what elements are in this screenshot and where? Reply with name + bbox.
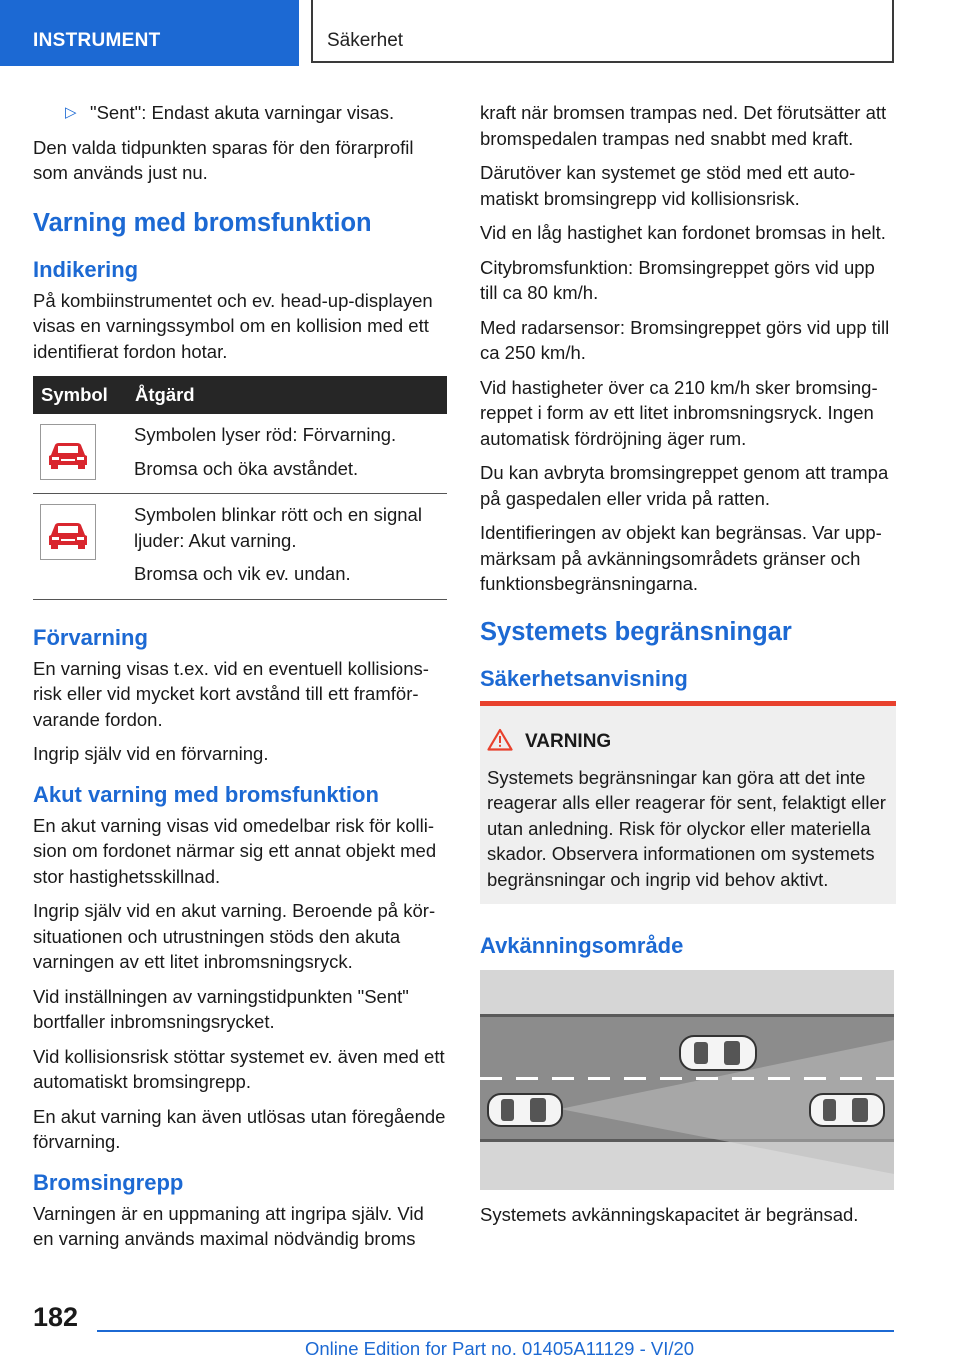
collision-warning-car-icon: [40, 504, 96, 560]
paragraph: Vid kollisionsrisk stöttar systemet ev. även med ett automatiskt bromsingrepp.: [33, 1045, 445, 1092]
paragraph: Vid en låg hastighet kan fordonet bromsas in helt.: [480, 222, 886, 243]
table-header-action: Åtgärd: [127, 376, 447, 414]
figure-caption: Systemets avkänningskapacitet är begränsad.: [480, 1204, 859, 1225]
heading-forvarning: Förvarning: [33, 624, 148, 650]
car-icon: [488, 1094, 562, 1126]
paragraph: Den valda tidpunkten sparas för den förarprofil som används just nu.: [33, 136, 414, 183]
action-text: Symbolen lyser röd: Förvarning.: [134, 424, 397, 445]
table-cell-symbol: [33, 414, 127, 494]
heading-systemets-begransningar: Systemets begränsningar: [480, 617, 792, 646]
heading-bromsingrepp: Bromsingrepp: [33, 1169, 184, 1195]
warning-triangle-icon: [487, 728, 525, 757]
warning-box: [480, 701, 896, 905]
warning-text: Systemets begränsningar kan göra att det inte reagerar alls eller reagerar för sent, felaktigt eller utan anledning. Risk för olyckor eller materiella skador. Observera informationen om systemets begränsningar och ingrip vid behov aktivt.: [487, 766, 886, 890]
paragraph: En akut varning kan även utlösas utan föregående förvarning.: [33, 1105, 446, 1152]
action-text: Bromsa och öka avståndet.: [134, 457, 359, 479]
paragraph: kraft när bromsen trampas ned. Det förutsätter att bromspedalen trampas ned snabbt med kraft.: [480, 102, 887, 149]
heading-avkanningsomrade: Avkänningsområde: [480, 933, 684, 958]
footer-divider: [97, 1330, 894, 1332]
header-section-label: INSTRUMENT: [33, 30, 161, 51]
footer-edition: Online Edition for Part no. 01405A11129 - VI/20: [305, 1338, 695, 1359]
action-text: Bromsa och vik ev. undan.: [134, 563, 351, 584]
left-column: [33, 100, 449, 1261]
paragraph: Du kan avbryta bromsingreppet genom att trampa på gaspedalen eller vrida på ratten.: [480, 462, 889, 509]
table-row: [33, 414, 447, 494]
paragraph: Identifieringen av objekt kan begränsas. Var uppmärksam på avkänningsområdets gränser och funktionsbegränsningarna.: [480, 522, 882, 594]
table-header-row: [33, 376, 447, 414]
heading-indikering: Indikering: [33, 256, 139, 282]
paragraph: En akut varning visas vid omedelbar risk för kollision om fordonet närmar sig ett annat objekt med stor hastighetsskillnad.: [33, 814, 437, 887]
bullet-item: [33, 100, 449, 126]
action-text: Symbolen blinkar rött och en signal ljuder: Akut varning.: [134, 504, 422, 551]
symbol-table: [33, 376, 447, 600]
heading-main: Varning med bromsfunktion: [33, 208, 372, 237]
table-row: [33, 494, 447, 600]
paragraph: Vid inställningen av varningstidpunkten "Sent" bortfaller inbromsningsrycket.: [33, 985, 409, 1032]
table-cell-symbol: [33, 494, 127, 600]
heading-akut: Akut varning med bromsfunktion: [33, 781, 379, 807]
warning-title-text: VARNING: [525, 731, 612, 752]
paragraph: Ingrip själv vid en förvarning.: [33, 743, 269, 764]
table-cell-action: [127, 494, 447, 600]
page-number: 182: [33, 1302, 79, 1332]
paragraph: Vid hastigheter över ca 210 km/h sker bromsingreppet i form av ett litet inbromsningsryck. Ingen automatisk fördröjning äger rum.: [480, 376, 878, 449]
paragraph: På kombiinstrumentet och ev. head-up-displayen visas en varningssymbol om en kollision med ett identifierat fordon hotar.: [33, 289, 433, 362]
car-icon: [680, 1036, 756, 1070]
paragraph: Ingrip själv vid en akut varning. Beroende på körsituationen och utrustningen stöds den akuta varningen av ett litet inbromsningsryck.: [33, 900, 436, 972]
table-cell-action: [127, 414, 447, 494]
header-chapter-box: [311, 0, 894, 63]
paragraph: Med radarsensor: Bromsingreppet görs vid upp till ca 250 km/h.: [480, 316, 890, 363]
header-chapter-label: Säkerhet: [327, 30, 404, 51]
triangle-right-icon: ▷: [65, 104, 77, 121]
paragraph: En varning visas t.ex. vid en eventuell kollisionsrisk eller vid mycket kort avstånd till ett framförvarande fordon.: [33, 657, 429, 730]
table-header-symbol: Symbol: [33, 376, 127, 414]
detection-range-figure: [480, 970, 894, 1190]
header-section-tab: [0, 0, 299, 66]
paragraph: Därutöver kan systemet ge stöd med ett automatiskt bromsingrepp vid kollisionsrisk.: [480, 162, 856, 209]
car-icon: [810, 1094, 884, 1126]
right-column: [480, 100, 896, 1237]
paragraph: Varningen är en uppmaning att ingripa själv. Vid en varning används maximal nödvändig broms: [33, 1202, 424, 1249]
warning-title: [487, 728, 889, 757]
heading-sakerhetsanvisning: Säkerhetsanvisning: [480, 665, 688, 691]
paragraph: Citybromsfunktion: Bromsingreppet görs vid upp till ca 80 km/h.: [480, 256, 875, 303]
bullet-text: "Sent": Endast akuta varningar visas.: [90, 102, 395, 123]
collision-warning-car-icon: [40, 424, 96, 480]
